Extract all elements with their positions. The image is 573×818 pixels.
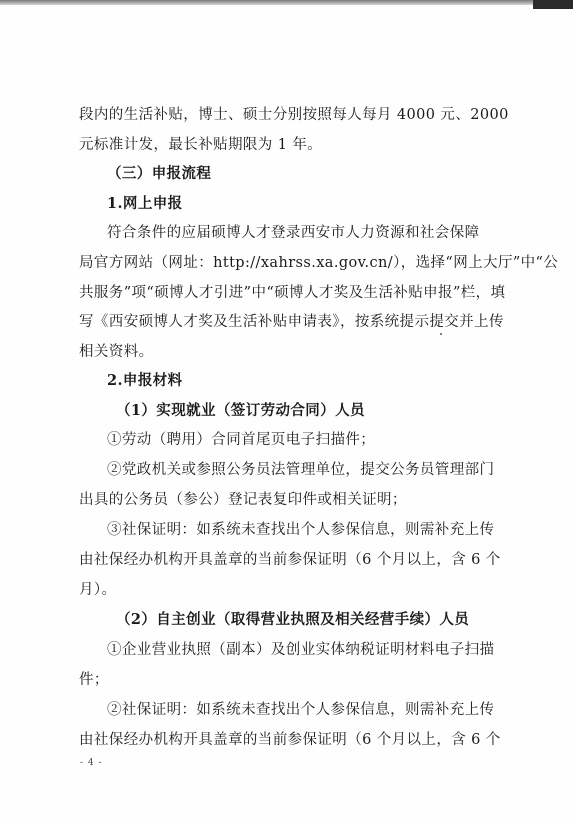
body-line: 写《西安硕博人才奖及生活补贴申请表》，按系统提示提交并上传 [79,314,504,330]
subsection-heading: 2.申报材料 [107,372,183,389]
body-line: 符合条件的应届硕博人才登录西安市人力资源和社会保障 [107,225,480,241]
body-line: 月）。 [79,582,117,598]
section-heading: （三）申报流程 [107,165,212,182]
body-line: 共服务”项“硕博人才引进”中“硕博人才奖及生活补贴申报”栏，填 [79,285,506,301]
body-line: 出具的公务员（参公）登记表复印件或相关证明； [79,492,407,508]
scan-speck [440,333,442,335]
subsection-heading: 1.网上申报 [107,195,183,212]
list-item: ①劳动（聘用）合同首尾页电子扫描件； [107,432,376,448]
list-item: ②社保证明：如系统未查找出个人参保信息，则需补充上传 [107,702,495,718]
item-heading: （1）实现就业（签订劳动合同）人员 [116,402,365,419]
list-item: ②党政机关或参照公务员法管理单位，提交公务员管理部门 [107,462,495,478]
list-item: ③社保证明：如系统未查找出个人参保信息，则需补充上传 [107,522,495,538]
item-heading: （2）自主创业（取得营业执照及相关经营手续）人员 [116,611,470,628]
body-line: 段内的生活补贴，博士、硕士分别按照每人每月 4000 元、2000 [79,107,509,123]
list-item: ①企业营业执照（副本）及创业实体纳税证明材料电子扫描 [107,642,495,658]
body-line: 由社保经办机构开具盖章的当前参保证明（6 个月以上，含 6 个 [79,552,501,568]
body-line: 局官方网站（网址：http://xahrss.xa.gov.cn/），选择“网上大厅”中“公 [79,255,559,271]
scan-top-edge [0,0,573,5]
page-number: - 4 - [80,758,103,768]
scan-corner-mark [533,0,573,9]
body-line: 相关资料。 [79,344,154,360]
body-line: 由社保经办机构开具盖章的当前参保证明（6 个月以上，含 6 个 [79,732,501,748]
body-line: 元标准计发，最长补贴期限为 1 年。 [79,137,323,153]
body-line: 件； [79,672,109,688]
